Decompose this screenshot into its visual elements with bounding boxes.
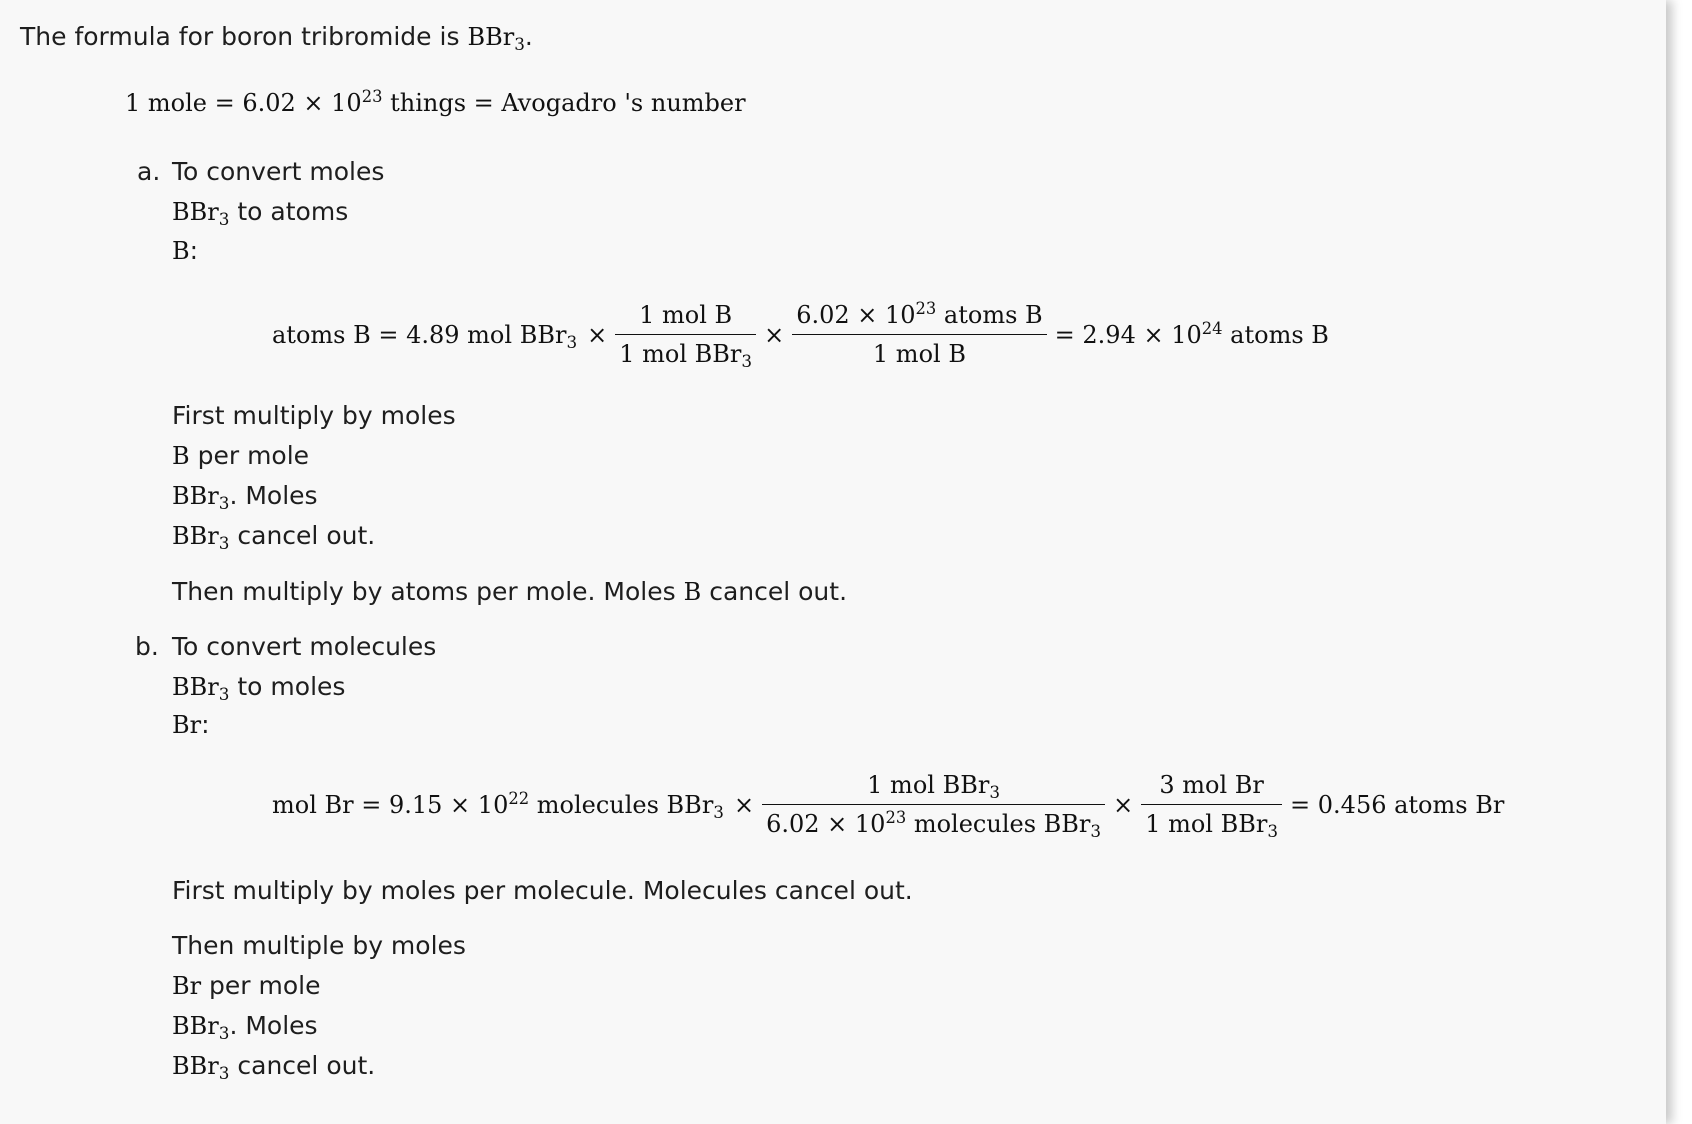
part-a-exp2: Then multiply by atoms per mole. Moles B cancel out. [172,577,848,606]
part-b-exp2-line3: BBr$_3$. Moles [172,1011,318,1044]
part-b-exp2-line4: BBr$_3$ cancel out. [172,1051,376,1084]
part-b-label: b. [135,632,159,661]
part-b-line3: Br: [172,710,210,739]
part-b-exp2-line2: Br per mole [172,971,321,1000]
part-b-equation: mol $Br = 9.15 \times 10^{22}$ molecules BBr$_3$ × $\frac{1 mol BBr_3}{6.02 \times 10^{23} molecules BBr_3}$ × $\frac{\text{3 mol Br}}{1 mol BBr_3}$ = 0.456 atoms Br [272,771,1505,842]
avogadro-equation: 1 mole = $6.02 \times 10^{23}$ things = Avogadro 's number [125,87,746,117]
part-b-exp1: First multiply by moles per molecule. Molecules cancel out. [172,876,913,905]
intro-formula: BBr$_3$ [467,23,525,55]
part-a-exp1-line4: BBr$_3$ cancel out. [172,521,376,554]
part-a-fraction-1: $\frac{\text{1 mol B}}{1 mol BBr_3}$ [615,300,756,369]
part-b-fraction-1: $\frac{1 mol BBr_3}{6.02 \times 10^{23} molecules BBr_3}$ [762,770,1105,839]
part-b-fraction-2: $\frac{\text{3 mol Br}}{1 mol BBr_3}$ [1141,770,1282,839]
part-a-exp1-line3: BBr$_3$. Moles [172,481,318,514]
part-a-exp1-line1: First multiply by moles [172,401,456,430]
part-a-fraction-2: $\frac{6.02 \times 10^{23} atoms B}{\text{1 mol B}}$ [792,300,1046,369]
part-b-exp2-line1: Then multiple by moles [172,931,466,960]
intro-text: The formula for boron tribromide is [20,22,468,51]
intro-sentence: The formula for boron tribromide is BBr$_3$. [20,22,533,55]
part-b-line1: To convert molecules [172,632,437,661]
part-a-exp1-line2: B per mole [172,441,310,470]
part-a-line1: To convert moles [172,157,385,186]
part-a-line3: B: [172,236,199,265]
part-a-equation: atoms B = 4.89 mol BBr$_3$ × $\frac{\text{1 mol B}}{1 mol BBr_3}$ × $\frac{6.02 \times 10^{23} atoms B}{\text{1 mol B}}$ = $2.94 \times 10^{24}$ atoms B [272,299,1329,372]
part-b-line2: BBr$_3$ to moles [172,672,346,705]
part-a-label: a. [137,157,161,186]
part-a-line2: BBr$_3$ to atoms [172,197,349,230]
